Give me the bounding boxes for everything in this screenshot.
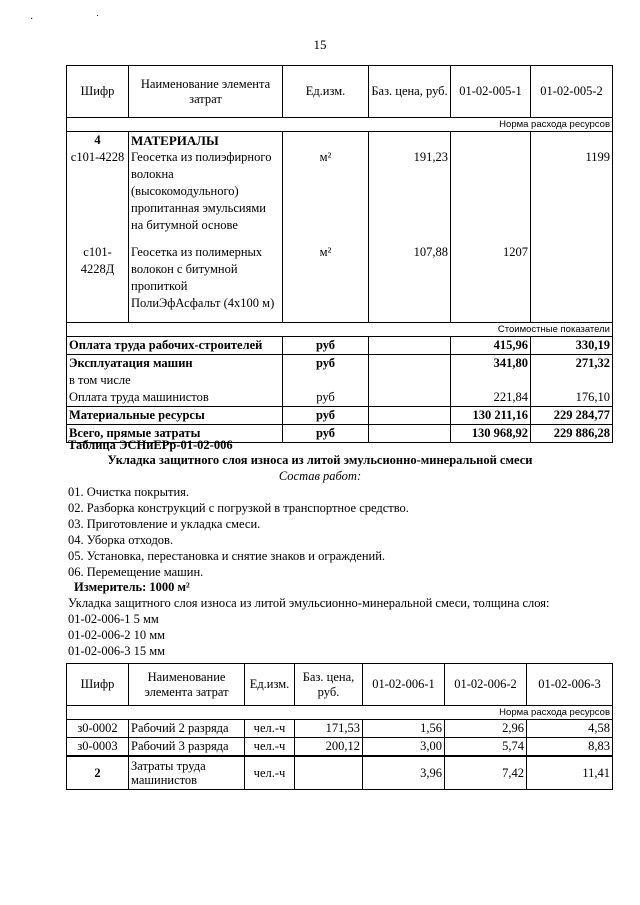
material-unit: м² <box>283 234 369 323</box>
material-v2 <box>531 234 613 323</box>
norm-label: Норма расхода ресурсов <box>67 706 613 720</box>
table-01-02-006 <box>66 663 613 790</box>
cost-v2: 330,19 <box>531 337 613 355</box>
cost-name: Оплата труда машинистов <box>67 389 283 407</box>
total-row <box>67 756 613 790</box>
material-v1: 1207 <box>451 234 531 323</box>
resource-row <box>67 738 613 757</box>
header-name: Наименование элемента затрат <box>129 66 283 118</box>
cost-label: Стоимостные показатели <box>67 323 613 337</box>
section-title: МАТЕРИАЛЫ <box>129 132 283 150</box>
table-01-02-005 <box>66 65 613 443</box>
total-price <box>295 756 363 790</box>
measure-unit: Измеритель: 1000 м² <box>74 580 190 594</box>
section-row <box>67 132 613 150</box>
resource-v3: 4,58 <box>527 720 613 738</box>
cost-v1: 130 968,92 <box>451 425 531 443</box>
cost-name: Всего, прямые затраты <box>67 425 283 443</box>
header-price: Баз. цена, руб. <box>295 664 363 706</box>
header-price: Баз. цена, руб. <box>369 66 451 118</box>
material-code: с101- 4228Д <box>67 234 129 323</box>
cost-name: Материальные ресурсы <box>67 407 283 425</box>
work-step: 06. Перемещение машин. <box>68 565 204 579</box>
header-unit: Ед.изм. <box>245 664 295 706</box>
cost-row <box>67 407 613 425</box>
total-code: 2 <box>67 756 129 790</box>
header-code: Шифр <box>67 66 129 118</box>
material-code: с101-4228 <box>67 149 129 234</box>
scan-marks: · ˙ <box>30 14 130 25</box>
header-col2: 01-02-006-2 <box>445 664 527 706</box>
resource-name: Рабочий 2 разряда <box>129 720 245 738</box>
resource-code: з0-0002 <box>67 720 129 738</box>
page-number: 15 <box>313 37 327 52</box>
resource-row <box>67 720 613 738</box>
cost-v2: 271,32 <box>531 355 613 373</box>
resource-code: з0-0003 <box>67 738 129 757</box>
header-col1: 01-02-005-1 <box>451 66 531 118</box>
header-unit: Ед.изм. <box>283 66 369 118</box>
header-col1: 01-02-006-1 <box>363 664 445 706</box>
cost-v2: 176,10 <box>531 389 613 407</box>
variant: 01-02-006-1 5 мм <box>68 612 159 626</box>
cost-unit: руб <box>283 337 369 355</box>
cost-v1: 415,96 <box>451 337 531 355</box>
resource-v3: 8,83 <box>527 738 613 757</box>
cost-row <box>67 389 613 407</box>
resource-name: Рабочий 3 разряда <box>129 738 245 757</box>
work-step: 04. Уборка отходов. <box>68 533 174 547</box>
total-unit: чел.-ч <box>245 756 295 790</box>
table2-title: Таблица ЭСНиЕРр-01-02-006 <box>68 438 233 452</box>
cost-row <box>67 372 613 389</box>
resource-v1: 3,00 <box>363 738 445 757</box>
composition-heading: Состав работ: <box>278 469 362 483</box>
cost-v1: 130 211,16 <box>451 407 531 425</box>
resource-price: 200,12 <box>295 738 363 757</box>
cost-row <box>67 355 613 373</box>
cost-unit: руб <box>283 407 369 425</box>
resource-v2: 5,74 <box>445 738 527 757</box>
norm-label: Норма расхода ресурсов <box>67 118 613 132</box>
material-name: Геосетка из полиэфирного волокна (высокомодульного) пропитанная эмульсиями на битумной основе <box>129 149 283 234</box>
cost-v2: 229 284,77 <box>531 407 613 425</box>
work-step: 02. Разборка конструкций с погрузкой в транспортное средство. <box>68 501 409 515</box>
total-v1: 3,96 <box>363 756 445 790</box>
resource-unit: чел.-ч <box>245 738 295 757</box>
cost-unit: руб <box>283 425 369 443</box>
cost-row <box>67 337 613 355</box>
resource-v2: 2,96 <box>445 720 527 738</box>
total-v2: 7,42 <box>445 756 527 790</box>
header-name: Наименование элемента затрат <box>129 664 245 706</box>
resource-v1: 1,56 <box>363 720 445 738</box>
material-row <box>67 149 613 234</box>
resource-unit: чел.-ч <box>245 720 295 738</box>
total-v3: 11,41 <box>527 756 613 790</box>
material-name: Геосетка из полимерных волокон с битумной пропиткой ПолиЭфАсфальт (4х100 м) <box>129 234 283 323</box>
header-code: Шифр <box>67 664 129 706</box>
work-step: 01. Очистка покрытия. <box>68 485 190 499</box>
material-unit: м² <box>283 149 369 234</box>
material-row <box>67 234 613 323</box>
header-col3: 01-02-006-3 <box>527 664 613 706</box>
table2-description: Укладка защитного слоя износа из литой эмульсионно-минеральной смеси, толщина слоя: <box>68 596 550 610</box>
cost-v2: 229 886,28 <box>531 425 613 443</box>
section-number: 4 <box>67 132 129 150</box>
work-step: 05. Установка, перестановка и снятие знаков и ограждений. <box>68 549 386 563</box>
material-v1 <box>451 149 531 234</box>
cost-unit: руб <box>283 389 369 407</box>
work-step: 03. Приготовление и укладка смеси. <box>68 517 261 531</box>
material-price: 191,23 <box>369 149 451 234</box>
cost-unit: руб <box>283 355 369 373</box>
cost-name: Оплата труда рабочих-строителей <box>67 337 283 355</box>
table2-header <box>67 664 613 706</box>
header-col2: 01-02-005-2 <box>531 66 613 118</box>
cost-name: в том числе <box>67 372 283 389</box>
resource-price: 171,53 <box>295 720 363 738</box>
material-v2: 1199 <box>531 149 613 234</box>
variant: 01-02-006-3 15 мм <box>68 644 166 658</box>
table1-header <box>67 66 613 118</box>
cost-v1: 221,84 <box>451 389 531 407</box>
total-name: Затраты труда машинистов <box>129 756 245 790</box>
cost-v1: 341,80 <box>451 355 531 373</box>
material-price: 107,88 <box>369 234 451 323</box>
cost-name: Эксплуатация машин <box>67 355 283 373</box>
table2-name: Укладка защитного слоя износа из литой эмульсионно-минеральной смеси <box>107 453 533 467</box>
variant: 01-02-006-2 10 мм <box>68 628 166 642</box>
